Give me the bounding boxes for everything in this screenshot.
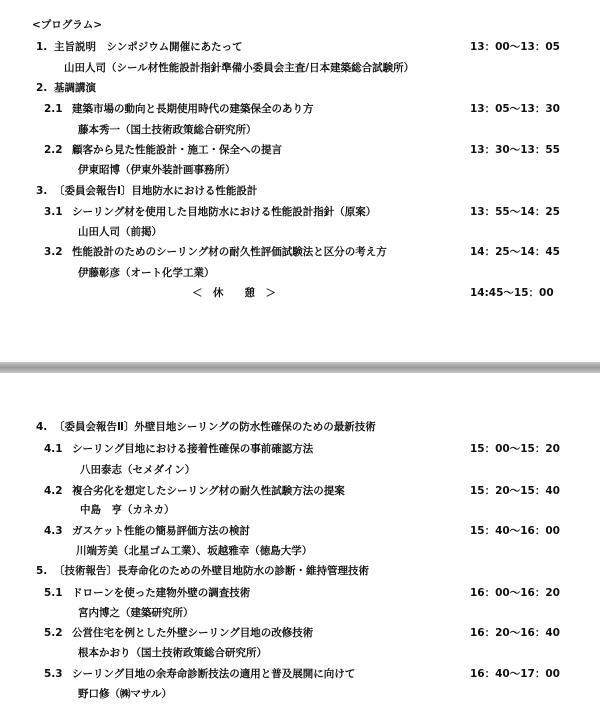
item-time: 14：25～14：45 — [470, 246, 560, 258]
item-number: 2.1 — [44, 103, 63, 115]
item-number: 5.1 — [44, 587, 63, 599]
item-number: 2. — [36, 82, 48, 94]
item-speaker: 野口修（㈱マサル） — [78, 688, 172, 700]
item-number: 4.1 — [44, 443, 63, 455]
section-divider — [0, 362, 600, 373]
item-title: 顧客から見た性能設計・施工・保全への提言 — [72, 144, 282, 156]
item-title: シーリング目地の余寿命診断技法の適用と普及展開に向けて — [72, 668, 356, 680]
item-speaker: 山田人司（シール材性能設計指針準備小委員会主査/日本建築総合試験所） — [64, 62, 415, 74]
item-time: 15：20～15：40 — [470, 485, 560, 497]
section-title: 〔委員会報告Ⅱ〕外壁目地シーリングの防水性確保のための最新技術 — [54, 421, 376, 433]
item-speaker: 根本かおり（国土技術政策総合研究所） — [78, 647, 267, 659]
item-number: 4. — [36, 421, 48, 433]
item-number: 3.1 — [44, 206, 63, 218]
section-title: 基調講演 — [54, 82, 96, 94]
item-number: 3.2 — [44, 246, 63, 258]
item-title: シーリング目地における接着性確保の事前確認方法 — [72, 443, 314, 455]
item-time: 15：40～16：00 — [470, 525, 560, 537]
item-speaker: 八田泰志（セメダイン） — [80, 464, 196, 476]
item-number: 1. — [36, 41, 48, 53]
item-title: 複合劣化を想定したシーリング材の耐久性試験方法の提案 — [72, 485, 345, 497]
item-speaker: 伊藤彰彦（オート化学工業） — [78, 267, 215, 279]
item-number: 5.2 — [44, 627, 63, 639]
item-title: 公営住宅を例とした外壁シーリング目地の改修技術 — [72, 627, 314, 639]
item-time: 16：40～17：00 — [470, 668, 560, 680]
item-title: シーリング材を使用した目地防水における性能設計指針（原案） — [72, 206, 377, 218]
item-number: 5.3 — [44, 668, 63, 680]
item-speaker: 山田人司（前掲） — [78, 226, 162, 238]
item-speaker: 川端芳美（北星ゴム工業）、坂越雅幸（徳島大学） — [76, 545, 313, 557]
item-number: 4.2 — [44, 485, 63, 497]
item-time: 13：00～13：05 — [470, 41, 560, 53]
item-time: 16：00～16：20 — [470, 587, 560, 599]
item-speaker: 中島 亨（カネカ） — [80, 504, 175, 516]
item-number: 4.3 — [44, 525, 63, 537]
item-title: ドローンを使った建物外壁の調査技術 — [72, 587, 251, 599]
item-number: 5. — [36, 565, 48, 577]
item-number: 3. — [36, 185, 48, 197]
section-title: 〔技術報告〕長寿命化のための外壁目地防水の診断・維持管理技術 — [54, 565, 369, 577]
program-heading: <プログラム> — [32, 19, 102, 31]
item-speaker: 伊東昭博（伊東外装計画事務所） — [78, 164, 236, 176]
item-title: 主旨説明 シンポジウム開催にあたって — [54, 41, 243, 53]
item-time: 16：20～16：40 — [470, 627, 560, 639]
item-time: 13：55～14：25 — [470, 206, 560, 218]
item-speaker: 藤本秀一（国土技術政策総合研究所） — [78, 124, 257, 136]
break-time: 14:45～15：00 — [470, 287, 554, 299]
item-title: ガスケット性能の簡易評価方法の検討 — [72, 525, 250, 537]
item-title: 建築市場の動向と長期使用時代の建築保全のあり方 — [72, 103, 314, 115]
item-time: 13：30～13：55 — [470, 144, 560, 156]
item-time: 15：00～15：20 — [470, 443, 560, 455]
item-number: 2.2 — [44, 144, 63, 156]
item-speaker: 宮内博之（建築研究所） — [78, 607, 194, 619]
break-label: ＜ 休 憩 ＞ — [192, 287, 276, 299]
section-title: 〔委員会報告Ⅰ〕目地防水における性能設計 — [54, 185, 258, 197]
item-time: 13：05～13：30 — [470, 103, 560, 115]
item-title: 性能設計のためのシーリング材の耐久性評価試験法と区分の考え方 — [72, 246, 387, 258]
